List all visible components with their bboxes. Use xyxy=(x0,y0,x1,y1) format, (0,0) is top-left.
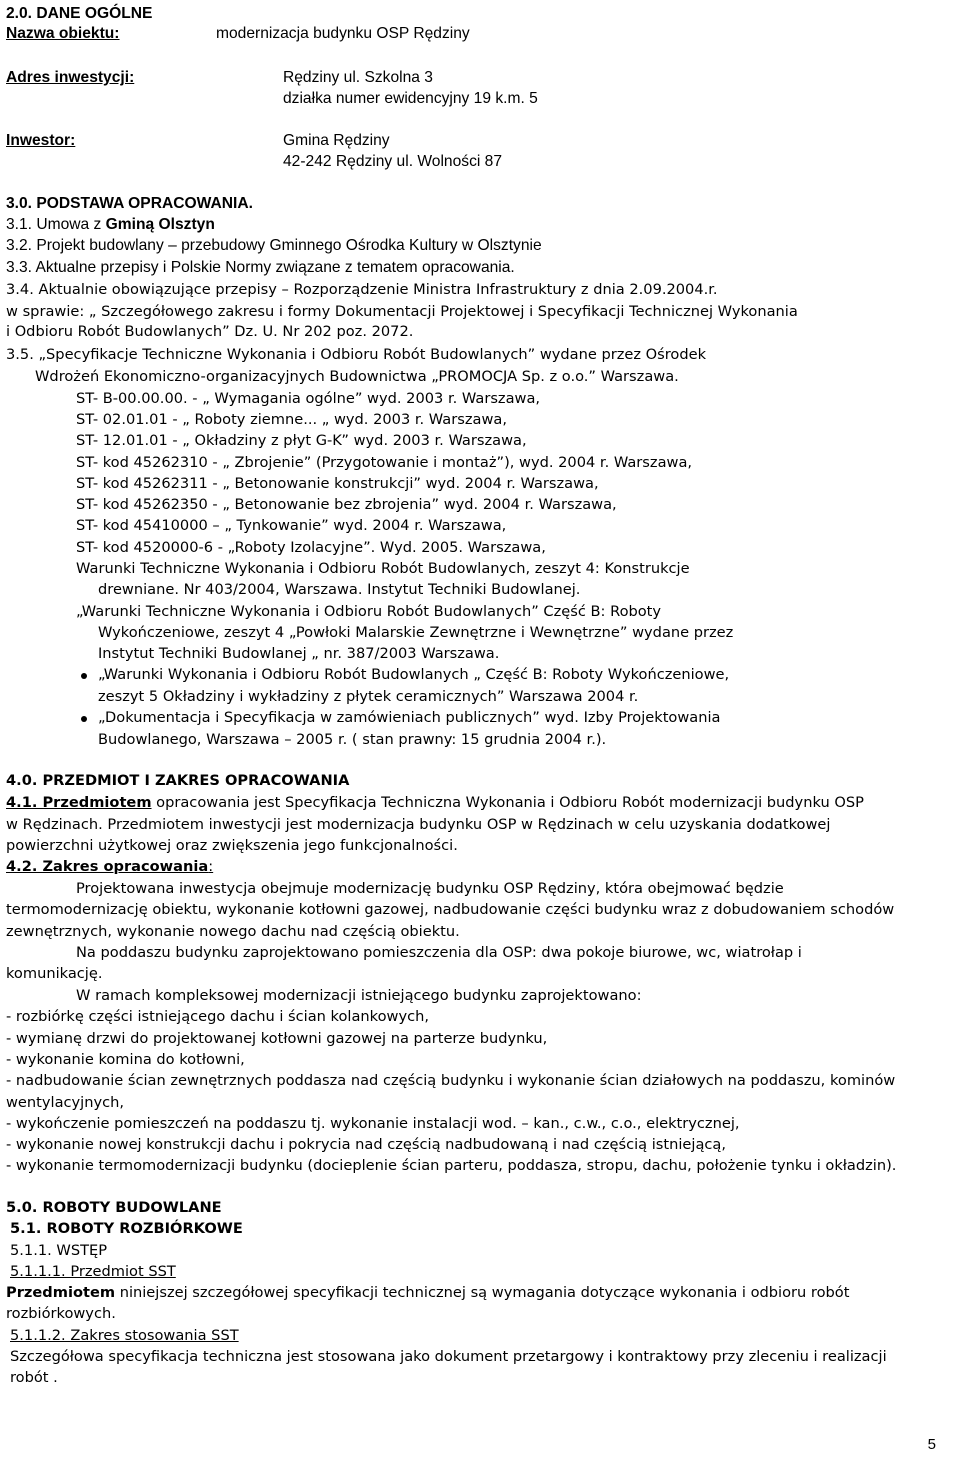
st-line: Warunki Techniczne Wykonania i Odbioru Robót Budowlanych, zeszyt 4: Konstrukcje xyxy=(76,560,690,577)
basis-item-3-4-cont2: i Odbioru Robót Budowlanych” Dz. U. Nr 202 poz. 2072. xyxy=(6,323,414,340)
object-name-label: Nazwa obiektu: xyxy=(6,25,120,42)
section-5-heading: 5.0. ROBOTY BUDOWLANE xyxy=(6,1199,222,1216)
scope-para1-line2: termomodernizację obiektu, wykonanie kotłowni gazowej, nadbudowanie części budynku wraz z dobudowaniem schodów xyxy=(6,901,895,918)
basis-item-3-1 xyxy=(6,215,215,235)
st-line: ST- B-00.00.00. - „ Wymagania ogólne” wyd. 2003 r. Warszawa, xyxy=(76,390,541,407)
przedmiot-sst-heading: 5.1.1.1. Przedmiot SST xyxy=(10,1263,176,1280)
bullet-item-2-line2: Budowlanego, Warszawa – 2005 r. ( stan prawny: 15 grudnia 2004 r.). xyxy=(98,731,607,748)
bullet-item-1-line1: „Warunki Wykonania i Odbioru Robót Budowlanych „ Część B: Roboty Wykończeniowe, xyxy=(98,666,730,683)
scope-dash-line: wentylacyjnych, xyxy=(6,1094,125,1111)
warunki-b-line1: „Warunki Techniczne Wykonania i Odbioru Robót Budowlanych” Część B: Roboty xyxy=(76,603,662,620)
section-5-1-heading: 5.1. ROBOTY ROZBIÓRKOWE xyxy=(10,1220,243,1237)
st-line: ST- kod 45410000 – „ Tynkowanie” wyd. 2004 r. Warszawa, xyxy=(76,517,507,534)
st-line: ST- kod 45262310 - „ Zbrojenie” (Przygotowanie i montaż”), wyd. 2004 r. Warszawa, xyxy=(76,454,693,471)
section-5-1-1-heading: 5.1.1. WSTĘP xyxy=(10,1242,108,1259)
przedmiot-sst-bold: Przedmiotem xyxy=(6,1284,116,1301)
warunki-b-line2: Wykończeniowe, zeszyt 4 „Powłoki Malarskie Zewnętrzne i Wewnętrzne” wydane przez xyxy=(98,624,734,641)
scope-dash-line: - wykończenie pomieszczeń na poddaszu tj. wykonanie instalacji wod. – kan., c.w., c.o., elektrycznej, xyxy=(6,1115,740,1132)
investment-address-line1: Rędziny ul. Szkolna 3 xyxy=(283,69,433,86)
scope-para1-line1: Projektowana inwestycja obejmuje modernizację budynku OSP Rędziny, która obejmować będzie xyxy=(76,880,784,897)
section-4-heading: 4.0. PRZEDMIOT I ZAKRES OPRACOWANIA xyxy=(6,772,350,789)
section-2-heading: 2.0. DANE OGÓLNE xyxy=(6,5,153,22)
section-4-1-label: 4.1. Przedmiotem xyxy=(6,794,152,811)
section-4-2-label: 4.2. Zakres opracowania xyxy=(6,858,209,875)
bullet-item-1-line2: zeszyt 5 Okładziny i wykładziny z płytek ceramicznych” Warszawa 2004 r. xyxy=(98,688,639,705)
zakres-sst-line2: robót . xyxy=(10,1369,58,1386)
bullet-item-2-line1: „Dokumentacja i Specyfikacja w zamówieniach publicznych” wyd. Izby Projektowania xyxy=(98,709,721,726)
st-line: ST- kod 4520000-6 - „Roboty Izolacyjne”. Wyd. 2005. Warszawa, xyxy=(76,539,546,556)
st-line-drewniane: drewniane. Nr 403/2004, Warszawa. Instytut Techniki Budowlanej. xyxy=(98,581,581,598)
section-4-1-line1 xyxy=(6,793,864,813)
bullet-icon xyxy=(81,716,87,722)
section-4-1-line3: powierzchni użytkowej oraz zwiększenia jego funkcjonalności. xyxy=(6,837,458,854)
section-3-heading: 3.0. PODSTAWA OPRACOWANIA. xyxy=(6,195,253,212)
investor-label: Inwestor: xyxy=(6,132,76,149)
bullet-icon xyxy=(81,673,87,679)
section-4-1-line2: w Rędzinach. Przedmiotem inwestycji jest modernizacja budynku OSP w Rędzinach w celu uzyskania dodatkowej xyxy=(6,816,831,833)
section-4-1-text: opracowania jest Specyfikacja Techniczna Wykonania i Odbioru Robót modernizacji budynku OSP xyxy=(151,794,864,811)
basis-item-3-4: 3.4. Aktualnie obowiązujące przepisy – Rozporządzenie Ministra Infrastruktury z dnia 2.09.2004.r. xyxy=(6,281,718,298)
investor-line1: Gmina Rędziny xyxy=(283,132,390,149)
przedmiot-sst-text: niniejszej szczegółowej specyfikacji technicznej są wymagania dotyczące wykonania i odbioru robót xyxy=(115,1284,850,1301)
st-line: ST- 02.01.01 - „ Roboty ziemne... „ wyd. 2003 r. Warszawa, xyxy=(76,411,507,428)
investment-address-label: Adres inwestycji: xyxy=(6,69,135,86)
scope-dash-line: - wymianę drzwi do projektowanej kotłowni gazowej na parterze budynku, xyxy=(6,1030,548,1047)
object-name-value: modernizacja budynku OSP Rędziny xyxy=(216,25,470,42)
basis-item-3-5-cont: Wdrożeń Ekonomiczno-organizacyjnych Budownictwa „PROMOCJA Sp. z o.o.” Warszawa. xyxy=(35,368,679,385)
scope-para2-line2: komunikację. xyxy=(6,965,103,982)
przedmiot-sst-line2: rozbiórkowych. xyxy=(6,1305,116,1322)
basis-item-3-1-bold: Gminą Olsztyn xyxy=(105,216,215,233)
basis-item-3-4-cont1: w sprawie: „ Szczegółowego zakresu i formy Dokumentacji Projektowej i Specyfikacji Technicznej Wykonania xyxy=(6,303,798,320)
basis-item-3-3: 3.3. Aktualne przepisy i Polskie Normy związane z tematem opracowania. xyxy=(6,259,515,276)
zakres-sst-line1: Szczegółowa specyfikacja techniczna jest stosowana jako dokument przetargowy i kontraktowy przy zleceniu i realizacji xyxy=(10,1348,887,1365)
scope-para3-line1: W ramach kompleksowej modernizacji istniejącego budynku zaprojektowano: xyxy=(76,987,642,1004)
st-line: ST- 12.01.01 - „ Okładziny z płyt G-K” wyd. 2003 r. Warszawa, xyxy=(76,432,527,449)
investor-line2: 42-242 Rędziny ul. Wolności 87 xyxy=(283,153,503,170)
scope-dash-line: - wykonanie termomodernizacji budynku (docieplenie ścian parteru, poddasza, stropu, dachu, położenie tynku i okładzin). xyxy=(6,1157,897,1174)
zakres-sst-heading: 5.1.1.2. Zakres stosowania SST xyxy=(10,1327,239,1344)
section-4-2-colon: : xyxy=(208,858,214,875)
scope-para1-line3: zewnętrznych, wykonanie nowego dachu nad częścią obiektu. xyxy=(6,923,460,940)
scope-para2-line1: Na poddaszu budynku zaprojektowano pomieszczenia dla OSP: dwa pokoje biurowe, wc, wiatrołap i xyxy=(76,944,802,961)
przedmiot-sst-line1 xyxy=(6,1283,849,1303)
scope-dash-line: - wykonanie nowej konstrukcji dachu i pokrycia nad częścią nadbudowaną i nad częścią istniejącą, xyxy=(6,1136,727,1153)
warunki-b-line3: Instytut Techniki Budowlanej „ nr. 387/2003 Warszawa. xyxy=(98,645,500,662)
scope-dash-line: - nadbudowanie ścian zewnętrznych poddasza nad częścią budynku i wykonanie ścian działowych na poddaszu, kominów xyxy=(6,1072,896,1089)
scope-dash-line: - wykonanie komina do kotłowni, xyxy=(6,1051,245,1068)
st-line: ST- kod 45262311 - „ Betonowanie konstrukcji” wyd. 2004 r. Warszawa, xyxy=(76,475,599,492)
basis-item-3-2: 3.2. Projekt budowlany – przebudowy Gminnego Ośrodka Kultury w Olsztynie xyxy=(6,237,542,254)
page-number: 5 xyxy=(927,1436,936,1453)
section-4-2-heading xyxy=(6,857,213,877)
scope-dash-line: - rozbiórkę części istniejącego dachu i ścian kolankowych, xyxy=(6,1008,429,1025)
basis-item-3-5: 3.5. „Specyfikacje Techniczne Wykonania i Odbioru Robót Budowlanych” wydane przez Ośrodek xyxy=(6,346,707,363)
investment-address-line2: działka numer ewidencyjny 19 k.m. 5 xyxy=(283,90,538,107)
basis-item-3-1-prefix: 3.1. Umowa z xyxy=(6,216,106,233)
st-line: ST- kod 45262350 - „ Betonowanie bez zbrojenia” wyd. 2004 r. Warszawa, xyxy=(76,496,617,513)
